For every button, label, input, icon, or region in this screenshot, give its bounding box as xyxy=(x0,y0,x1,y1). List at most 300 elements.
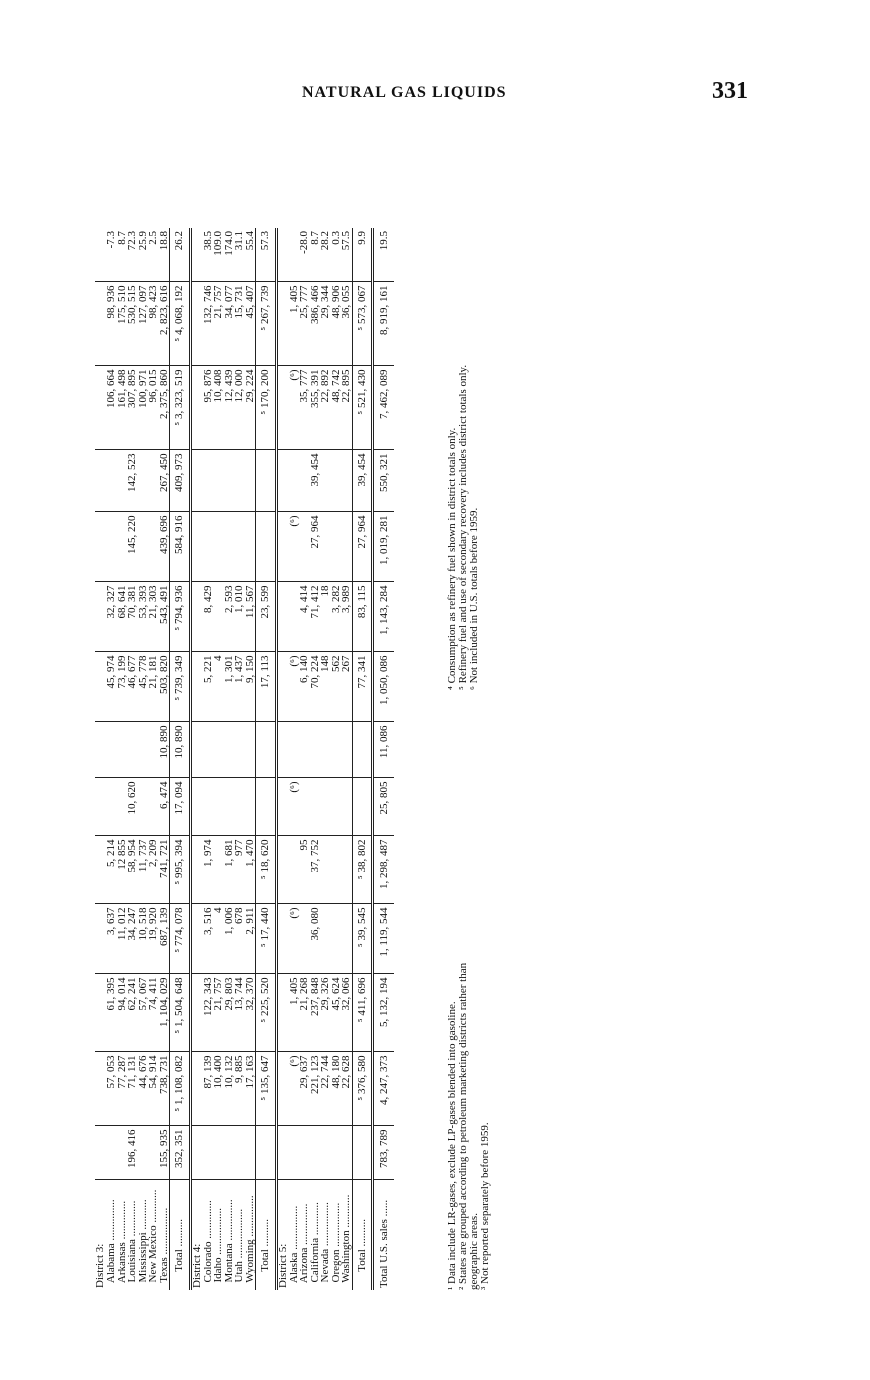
table-cell: 36, 055 xyxy=(341,282,352,366)
total-row xyxy=(353,228,373,1290)
table-cell: 53, 393 xyxy=(138,582,149,652)
table-cell xyxy=(95,1126,106,1180)
table-cell: 95 xyxy=(299,836,310,904)
table-cell xyxy=(138,722,149,778)
table-cell: 3, 989 xyxy=(341,582,352,652)
table-cell xyxy=(278,836,289,904)
table-cell: 62, 241 xyxy=(127,974,138,1052)
table-cell xyxy=(234,512,245,582)
table-cell: 10, 890 xyxy=(170,722,190,778)
table-cell: 29, 326 xyxy=(320,974,331,1052)
table-cell: 1, 006 xyxy=(224,904,235,974)
table-cell: 145, 220 xyxy=(127,512,138,582)
table-cell: 21, 181 xyxy=(148,652,159,722)
table-cell xyxy=(341,722,352,778)
table-cell xyxy=(148,722,159,778)
table-cell xyxy=(192,366,203,450)
table-cell xyxy=(192,904,203,974)
row-label: Arizona ............... xyxy=(298,1203,310,1288)
table-cell: 9, 885 xyxy=(234,1052,245,1126)
table-cell: 71, 412 xyxy=(310,582,321,652)
table-cell: 6, 140 xyxy=(299,652,310,722)
table-cell xyxy=(278,512,289,582)
table-cell xyxy=(192,974,203,1052)
table-cell xyxy=(320,778,331,836)
table-cell: ⁵ 739, 349 xyxy=(170,652,190,722)
table-cell xyxy=(278,778,289,836)
row-label: Wyoming ............... xyxy=(243,1195,256,1288)
table-cell xyxy=(331,778,342,836)
table-cell xyxy=(106,722,117,778)
table-cell xyxy=(192,228,203,282)
table-cell: 5, 214 xyxy=(106,836,117,904)
table-cell xyxy=(106,512,117,582)
row-label: Utah .................. xyxy=(233,1208,245,1288)
table-cell: 12, 000 xyxy=(234,366,245,450)
total-row xyxy=(374,228,394,1290)
footnote: ³ Not reported separately before 1959. xyxy=(479,1122,491,1290)
table-cell xyxy=(310,778,321,836)
row-label: Oregon ................ xyxy=(329,1202,342,1288)
table-cell: 11, 012 xyxy=(117,904,128,974)
table-cell: 267 xyxy=(341,652,352,722)
table-cell: 29, 224 xyxy=(245,366,256,450)
table-cell xyxy=(117,722,128,778)
table-cell: ⁵ 573, 067 xyxy=(353,282,373,366)
table-cell xyxy=(245,450,256,512)
table-cell: 1, 298, 487 xyxy=(374,836,394,904)
table-row xyxy=(159,228,170,1290)
table-cell xyxy=(278,1126,289,1180)
footnotes-right xyxy=(447,130,480,690)
table-cell xyxy=(353,778,373,836)
table-cell: 45, 778 xyxy=(138,652,149,722)
table-cell: ⁵ 794, 936 xyxy=(170,582,190,652)
table-cell: 5, 132, 194 xyxy=(374,974,394,1052)
table-cell: ⁵ 225, 520 xyxy=(256,974,276,1052)
table-cell: 22, 628 xyxy=(341,1052,352,1126)
table-cell: 34, 247 xyxy=(127,904,138,974)
table-cell: 22, 895 xyxy=(341,366,352,450)
table-cell: 2, 823, 616 xyxy=(159,282,170,366)
table-cell: 0.3 xyxy=(331,228,342,282)
table-cell: ⁵ 521, 430 xyxy=(353,366,373,450)
row-label: Washington ............ xyxy=(340,1194,352,1288)
table-cell: 4, 414 xyxy=(299,582,310,652)
table-cell xyxy=(289,450,300,512)
table-cell xyxy=(245,778,256,836)
page-number: 331 xyxy=(712,78,748,104)
table-cell: ⁵ 4, 068, 192 xyxy=(170,282,190,366)
table-cell: 21, 268 xyxy=(299,974,310,1052)
table-cell: 3, 637 xyxy=(106,904,117,974)
table-cell xyxy=(106,1126,117,1180)
table-cell: 530, 515 xyxy=(127,282,138,366)
table-cell: 2.5 xyxy=(148,228,159,282)
table-cell: 46, 677 xyxy=(127,652,138,722)
table-cell: 19.5 xyxy=(374,228,394,282)
footnote: ¹ Data include LR-gases, exclude LP-gases blended into gasoline. xyxy=(446,1001,458,1290)
footnote: ² States are grouped according to petroleum marketing districts rather than xyxy=(457,962,469,1290)
table-cell: 22, 744 xyxy=(320,1052,331,1126)
table-cell: 13, 744 xyxy=(234,974,245,1052)
table-cell: 155, 935 xyxy=(159,1126,170,1180)
table-cell: 57.5 xyxy=(341,228,352,282)
table-cell: 27, 964 xyxy=(353,512,373,582)
table-cell: 29, 803 xyxy=(224,974,235,1052)
table-cell: 106, 664 xyxy=(106,366,117,450)
table-cell xyxy=(192,836,203,904)
row-label: District 4: xyxy=(190,1243,203,1288)
table-cell xyxy=(341,450,352,512)
table-cell xyxy=(234,1126,245,1180)
table-row xyxy=(299,228,310,1290)
table-cell: 61, 395 xyxy=(106,974,117,1052)
table-cell: 132, 746 xyxy=(203,282,214,366)
table-cell xyxy=(234,722,245,778)
table-cell: 1, 974 xyxy=(203,836,214,904)
table-cell: 54, 914 xyxy=(148,1052,159,1126)
table-cell: 10, 408 xyxy=(213,366,224,450)
table-cell: ⁵ 38, 802 xyxy=(353,836,373,904)
table-cell: 8.7 xyxy=(310,228,321,282)
table-cell xyxy=(213,582,224,652)
table-cell xyxy=(106,450,117,512)
table-cell: 738, 731 xyxy=(159,1052,170,1126)
table-cell: ⁵ 411, 696 xyxy=(353,974,373,1052)
table-row xyxy=(320,228,331,1290)
table-cell: 95, 876 xyxy=(203,366,214,450)
table-cell xyxy=(256,512,276,582)
table-cell: 3, 516 xyxy=(203,904,214,974)
table-cell: 96, 015 xyxy=(148,366,159,450)
table-cell: 48, 742 xyxy=(331,366,342,450)
table-cell xyxy=(278,582,289,652)
table-cell: 74, 411 xyxy=(148,974,159,1052)
table-row xyxy=(234,228,245,1290)
table-cell: 57.3 xyxy=(256,228,276,282)
table-cell xyxy=(299,450,310,512)
table-cell xyxy=(299,904,310,974)
table-cell: 8.7 xyxy=(117,228,128,282)
table-cell xyxy=(320,722,331,778)
table-cell: 11, 737 xyxy=(138,836,149,904)
table-cell: 17, 094 xyxy=(170,778,190,836)
table-cell: 100, 971 xyxy=(138,366,149,450)
table-cell xyxy=(138,512,149,582)
table-cell: (⁶) xyxy=(289,1052,300,1126)
table-cell xyxy=(278,282,289,366)
row-label: Montana ............... xyxy=(222,1199,235,1288)
row-label: Nevada ................ xyxy=(319,1202,331,1288)
table-cell xyxy=(245,722,256,778)
table-cell: 267, 450 xyxy=(159,450,170,512)
table-cell: 741, 721 xyxy=(159,836,170,904)
table-cell: 2, 209 xyxy=(148,836,159,904)
table-cell: -28.0 xyxy=(299,228,310,282)
table-cell xyxy=(138,450,149,512)
table-cell: 15, 731 xyxy=(234,282,245,366)
table-cell xyxy=(148,512,159,582)
table-cell: 36, 080 xyxy=(310,904,321,974)
table-cell: 18.8 xyxy=(159,228,170,282)
table-cell xyxy=(234,450,245,512)
row-label: Louisiana ............. xyxy=(126,1200,138,1288)
table-cell: 12, 439 xyxy=(224,366,235,450)
table-cell: 1, 405 xyxy=(289,282,300,366)
table-cell: ⁵ 3, 323, 519 xyxy=(170,366,190,450)
table-cell: 386, 466 xyxy=(310,282,321,366)
table-cell: 678 xyxy=(234,904,245,974)
table-cell: 687, 139 xyxy=(159,904,170,974)
table-cell: 72.3 xyxy=(127,228,138,282)
row-label: Idaho ................. xyxy=(212,1207,224,1288)
sales-table xyxy=(95,228,394,1290)
table-cell: 37, 752 xyxy=(310,836,321,904)
table-cell: 161, 498 xyxy=(117,366,128,450)
table-cell: 439, 696 xyxy=(159,512,170,582)
table-cell: 21, 303 xyxy=(148,582,159,652)
table-cell xyxy=(331,904,342,974)
table-cell: 68, 641 xyxy=(117,582,128,652)
row-label: Mississippi ........... xyxy=(136,1199,149,1288)
table-cell xyxy=(331,836,342,904)
table-cell: 77, 341 xyxy=(353,652,373,722)
table-cell: 55.4 xyxy=(245,228,256,282)
table-cell: 10, 132 xyxy=(224,1052,235,1126)
table-cell: 142, 523 xyxy=(127,450,138,512)
table-cell: 307, 895 xyxy=(127,366,138,450)
table-cell xyxy=(192,512,203,582)
table-cell: 70, 224 xyxy=(310,652,321,722)
table-cell xyxy=(138,1126,149,1180)
table-cell: 48, 180 xyxy=(331,1052,342,1126)
table-cell: ⁵ 18, 620 xyxy=(256,836,276,904)
table-cell: 26.2 xyxy=(170,228,190,282)
table-cell xyxy=(148,450,159,512)
table-cell: 98, 936 xyxy=(106,282,117,366)
table-cell xyxy=(341,512,352,582)
table-cell: (⁶) xyxy=(289,778,300,836)
table-cell xyxy=(192,450,203,512)
table-cell: 550, 321 xyxy=(374,450,394,512)
table-cell: 977 xyxy=(234,836,245,904)
table-cell xyxy=(203,450,214,512)
total-row xyxy=(170,228,190,1290)
table-cell: 1, 104, 029 xyxy=(159,974,170,1052)
table-cell: 4 xyxy=(213,904,224,974)
table-cell: 32, 066 xyxy=(341,974,352,1052)
table-cell: 71, 131 xyxy=(127,1052,138,1126)
table-cell: ⁵ 995, 394 xyxy=(170,836,190,904)
table-cell: 83, 115 xyxy=(353,582,373,652)
table-cell: -7.3 xyxy=(106,228,117,282)
table-cell: 45, 974 xyxy=(106,652,117,722)
district-heading-row xyxy=(192,228,203,1290)
table-cell xyxy=(331,512,342,582)
table-cell xyxy=(331,450,342,512)
table-cell xyxy=(224,450,235,512)
table-cell xyxy=(95,778,106,836)
table-cell xyxy=(203,778,214,836)
table-cell: 6, 474 xyxy=(159,778,170,836)
table-cell: ⁵ 1, 504, 648 xyxy=(170,974,190,1052)
table-cell: 94, 014 xyxy=(117,974,128,1052)
table-row xyxy=(106,228,117,1290)
table-cell xyxy=(148,1126,159,1180)
table-cell: 4 xyxy=(213,652,224,722)
table-cell xyxy=(331,722,342,778)
table-cell: 32, 370 xyxy=(245,974,256,1052)
table-cell: 18 xyxy=(320,582,331,652)
table-cell: (⁶) xyxy=(289,652,300,722)
table-cell: 45, 624 xyxy=(331,974,342,1052)
table-cell xyxy=(245,512,256,582)
table-cell: 1, 437 xyxy=(234,652,245,722)
table-cell: 5, 221 xyxy=(203,652,214,722)
table-cell xyxy=(203,1126,214,1180)
table-cell: 2, 375, 860 xyxy=(159,366,170,450)
footnote: geographic areas. xyxy=(468,1213,480,1290)
table-cell: 221, 123 xyxy=(310,1052,321,1126)
table-cell: (⁶) xyxy=(289,904,300,974)
table-cell xyxy=(192,778,203,836)
table-cell xyxy=(278,366,289,450)
table-cell xyxy=(224,722,235,778)
table-cell xyxy=(256,778,276,836)
table-cell: 21, 757 xyxy=(213,282,224,366)
table-cell: 70, 381 xyxy=(127,582,138,652)
running-head xyxy=(0,0,870,110)
table-cell xyxy=(278,450,289,512)
table-cell xyxy=(213,1126,224,1180)
table-cell xyxy=(278,652,289,722)
table-row xyxy=(245,228,256,1290)
row-label: California ............ xyxy=(308,1202,321,1288)
table-cell: 38.5 xyxy=(203,228,214,282)
table-cell: 4, 247, 373 xyxy=(374,1052,394,1126)
table-cell: 87, 139 xyxy=(203,1052,214,1126)
table-cell xyxy=(95,450,106,512)
table-cell xyxy=(192,722,203,778)
table-cell xyxy=(320,836,331,904)
footnotes-left xyxy=(447,860,491,1290)
table-cell: 783, 789 xyxy=(374,1126,394,1180)
table-cell xyxy=(203,512,214,582)
table-cell xyxy=(299,512,310,582)
table-cell xyxy=(192,652,203,722)
table-cell xyxy=(234,778,245,836)
row-label: Total U.S. sales ...... xyxy=(378,1199,390,1288)
table-cell: 409, 973 xyxy=(170,450,190,512)
footnote: ⁴ Consumption as refinery fuel shown in district totals only. xyxy=(446,427,458,690)
row-label: Colorado .............. xyxy=(201,1200,214,1288)
table-row xyxy=(341,228,352,1290)
table-cell: 122, 343 xyxy=(203,974,214,1052)
table-cell xyxy=(320,450,331,512)
table-cell: ⁵ 135, 647 xyxy=(256,1052,276,1126)
footnote: ⁵ Refinery fuel and use of secondary recovery includes district totals only. xyxy=(457,364,469,690)
table-cell xyxy=(353,1126,373,1180)
table-cell: 1, 470 xyxy=(245,836,256,904)
table-cell xyxy=(106,778,117,836)
table-cell: ⁵ 376, 580 xyxy=(353,1052,373,1126)
table-cell xyxy=(224,512,235,582)
table-cell xyxy=(138,778,149,836)
table-row xyxy=(213,228,224,1290)
table-cell: 25.9 xyxy=(138,228,149,282)
row-label: Arkansas .............. xyxy=(115,1200,128,1288)
table-cell: 39, 454 xyxy=(353,450,373,512)
footnote: ⁶ Not included in U.S. totals before 1959. xyxy=(468,507,480,690)
table-cell: 23, 599 xyxy=(256,582,276,652)
table-cell: ⁵ 267, 739 xyxy=(256,282,276,366)
table-cell: 1, 301 xyxy=(224,652,235,722)
table-cell: 503, 820 xyxy=(159,652,170,722)
table-cell xyxy=(95,512,106,582)
table-cell: 17, 113 xyxy=(256,652,276,722)
table-cell: 73, 199 xyxy=(117,652,128,722)
table-cell: 8, 429 xyxy=(203,582,214,652)
table-cell xyxy=(213,512,224,582)
table-cell xyxy=(341,1126,352,1180)
table-cell: 32, 327 xyxy=(106,582,117,652)
table-cell: ⁵ 1, 108, 082 xyxy=(170,1052,190,1126)
table-cell: 2, 593 xyxy=(224,582,235,652)
page-title: NATURAL GAS LIQUIDS xyxy=(302,84,507,101)
table-cell: (⁶) xyxy=(289,512,300,582)
table-cell: 1, 405 xyxy=(289,974,300,1052)
table-cell xyxy=(192,1126,203,1180)
table-cell: 22, 892 xyxy=(320,366,331,450)
table-cell: 1, 681 xyxy=(224,836,235,904)
table-cell: 35, 777 xyxy=(299,366,310,450)
table-cell: 57, 067 xyxy=(138,974,149,1052)
table-cell xyxy=(256,450,276,512)
table-cell xyxy=(331,1126,342,1180)
table-cell xyxy=(278,904,289,974)
row-label: Alaska ................ xyxy=(287,1205,300,1288)
table-cell: 29, 344 xyxy=(320,282,331,366)
table-cell: 148 xyxy=(320,652,331,722)
district-heading-row xyxy=(278,228,289,1290)
table-cell: 9.9 xyxy=(353,228,373,282)
table-cell: 543, 491 xyxy=(159,582,170,652)
table-cell: 7, 462, 089 xyxy=(374,366,394,450)
table-cell: 1, 010 xyxy=(234,582,245,652)
table-cell xyxy=(192,282,203,366)
table-cell xyxy=(310,722,321,778)
table-cell xyxy=(278,228,289,282)
table-cell: 34, 077 xyxy=(224,282,235,366)
table-cell xyxy=(299,722,310,778)
table-cell: 9, 150 xyxy=(245,652,256,722)
table-cell: 31.1 xyxy=(234,228,245,282)
table-cell xyxy=(320,512,331,582)
table-cell: 352, 351 xyxy=(170,1126,190,1180)
table-cell: 58, 954 xyxy=(127,836,138,904)
table-cell xyxy=(289,1126,300,1180)
table-cell xyxy=(213,778,224,836)
table-cell: 584, 916 xyxy=(170,512,190,582)
table-cell xyxy=(95,722,106,778)
table-cell: 17, 163 xyxy=(245,1052,256,1126)
table-cell: 98, 423 xyxy=(148,282,159,366)
table-cell xyxy=(256,722,276,778)
table-cell: 29, 637 xyxy=(299,1052,310,1126)
table-cell: 1, 019, 281 xyxy=(374,512,394,582)
table-cell: 10, 620 xyxy=(127,778,138,836)
